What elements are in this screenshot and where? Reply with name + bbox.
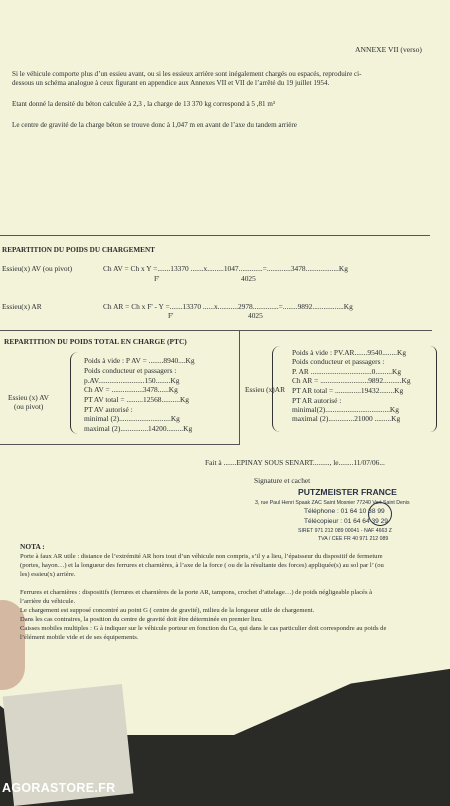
- annex-title: ANNEXE VII (verso): [355, 45, 422, 54]
- note-line: Le chargement est supposé concentré au point G ( centre de gravité), milieu de la longueur utile de chargement.: [20, 607, 315, 614]
- front-axle-formula: Ch AV = Ch x Y =.......13370 .......x.........1047.............=.............3478..................Kg: [103, 264, 348, 273]
- stamp-phone: Téléphone : 01 64 10 38 99: [304, 508, 385, 515]
- stamp-address: 3, rue Paul Henri Spaak ZAC Saint Mosnier 77240 Vert Saint Denis: [255, 500, 410, 506]
- intro-line-2: dessous un schéma analogue à ceux figurant en appendice aux Annexes VII et VII de l’arrêté du 19 juillet 1954.: [12, 79, 330, 87]
- section-divider: [0, 235, 430, 236]
- ptc-divider-top: [0, 330, 432, 331]
- place-date-line: Fait à .......EPINAY SOUS SENART........., le........11/07/06...: [205, 458, 385, 467]
- ar-line: P. AR .................................0.........Kg: [292, 367, 402, 376]
- av-brace: [70, 352, 79, 434]
- rear-axle-label: Essieu(x) AR: [2, 302, 42, 311]
- front-formula-denominator: F': [154, 274, 160, 283]
- stamp-company: PUTZMEISTER FRANCE: [298, 487, 397, 497]
- ptc-av-label: Essieu (x) AV: [8, 393, 49, 402]
- ptc-column-divider: [239, 330, 240, 445]
- ptc-divider-bottom: [0, 444, 240, 445]
- av-line: PT AV total = .........12568..........Kg: [84, 395, 189, 404]
- av-line: PT AV autorisé :: [84, 405, 133, 414]
- av-line: p.AV.........................150........Kg: [84, 376, 180, 385]
- stamp-fax: Télécopieur : 01 64 64 39 29: [304, 518, 388, 525]
- gravity-line: Le centre de gravité de la charge béton se trouve donc à 1,047 m en avant de l’axe du tandem arrière: [12, 121, 297, 129]
- note-line: l’élément mobile vide et de ses équipements.: [20, 634, 139, 641]
- note-line: l’arrière du véhicule.: [20, 598, 76, 605]
- note-line: Dans les cas contraires, la position du centre de gravité doit être déterminée en premier lieu.: [20, 616, 263, 623]
- notes-title: NOTA :: [20, 542, 45, 551]
- ar-line: minimal(2)...................................Kg: [292, 405, 399, 414]
- density-line: Etant donné la densité du béton calculée à 2,3 , la charge de 13 370 kg correspond à 5 ,81 m³: [12, 100, 276, 108]
- intro-line-1: Si le véhicule comporte plus d’un essieu avant, ou si les essieux arrière sont inégalement chargés ou espacés, reproduire ci-: [12, 70, 362, 78]
- ar-brace-right: [430, 346, 437, 432]
- stamp-tva: TVA / CEE FR 40 971 212 089: [318, 536, 389, 542]
- ptc-section-title: REPARTITION DU POIDS TOTAL EN CHARGE (PTC): [4, 337, 187, 346]
- front-denominator-value: 4025: [241, 274, 256, 283]
- ptc-av-label-2: (ou pivot): [14, 402, 44, 411]
- note-line: Ferrures et charnières : dispositifs (ferrures et charnières de la porte AR, tampons, crochet d’attelage…) de poids négligeable placés à: [20, 589, 373, 596]
- signature-scribble: [368, 502, 392, 526]
- signature-label: Signature et cachet: [254, 476, 311, 485]
- av-line: maximal (2)...............14200.........Kg: [84, 424, 193, 433]
- av-line: Ch AV = .................3478......Kg: [84, 385, 178, 394]
- ar-line: Poids conducteur et passagers :: [292, 357, 385, 366]
- ar-line: PT AR autorisé :: [292, 396, 342, 405]
- note-line: (portes, hayon…) et la longueur des ferrures et charnières, à l’axe de la force ( ou de la résultante des forces) appliquée(s) au sol par l’ (ou: [20, 562, 384, 569]
- ar-line: maximal (2)..............21000 .........Kg: [292, 414, 401, 423]
- stamp-siret: SIRET 971 212 089 00041 - NAF 4663 Z: [298, 528, 392, 534]
- rear-formula-denominator: F': [168, 311, 174, 320]
- ar-line: Poids à vide : PV.AR.......9540........Kg: [292, 348, 407, 357]
- note-line: Porte à faux AR utile : distance de l’extrémité AR hors tout d’un véhicule non compris, s’il y a lieu, l’épaisseur du dispositif de fermeture: [20, 553, 383, 560]
- load-section-title: REPARTITION DU POIDS DU CHARGEMENT: [2, 246, 155, 254]
- ar-line: PT AR total = ..............19432........Kg: [292, 386, 404, 395]
- note-line: Caisses mobiles multiples : G à indiquer sur le véhicule porteur en fonction du Ca, qui dans le cas particulier doit correspondre au poids de: [20, 625, 387, 632]
- ar-line: Ch AR = ..........................9892..........Kg: [292, 376, 411, 385]
- ptc-ar-label: Essieu (x)AR: [245, 385, 286, 394]
- av-line: minimal (2)............................Kg: [84, 414, 180, 423]
- av-line: Poids conducteur et passagers :: [84, 366, 177, 375]
- front-axle-label: Essieu(x) AV (ou pivot): [2, 264, 73, 273]
- watermark: AGORASTORE.FR: [2, 781, 116, 795]
- av-line: Poids à vide : P AV = ........8940....Kg: [84, 356, 195, 365]
- note-line: les) essieu(x) arrière.: [20, 571, 76, 578]
- rear-axle-formula: Ch AR = Ch x F' - Y =.......13370 ......x...........2978..............=........9892.................Kg: [103, 302, 353, 311]
- rear-denominator-value: 4025: [248, 311, 263, 320]
